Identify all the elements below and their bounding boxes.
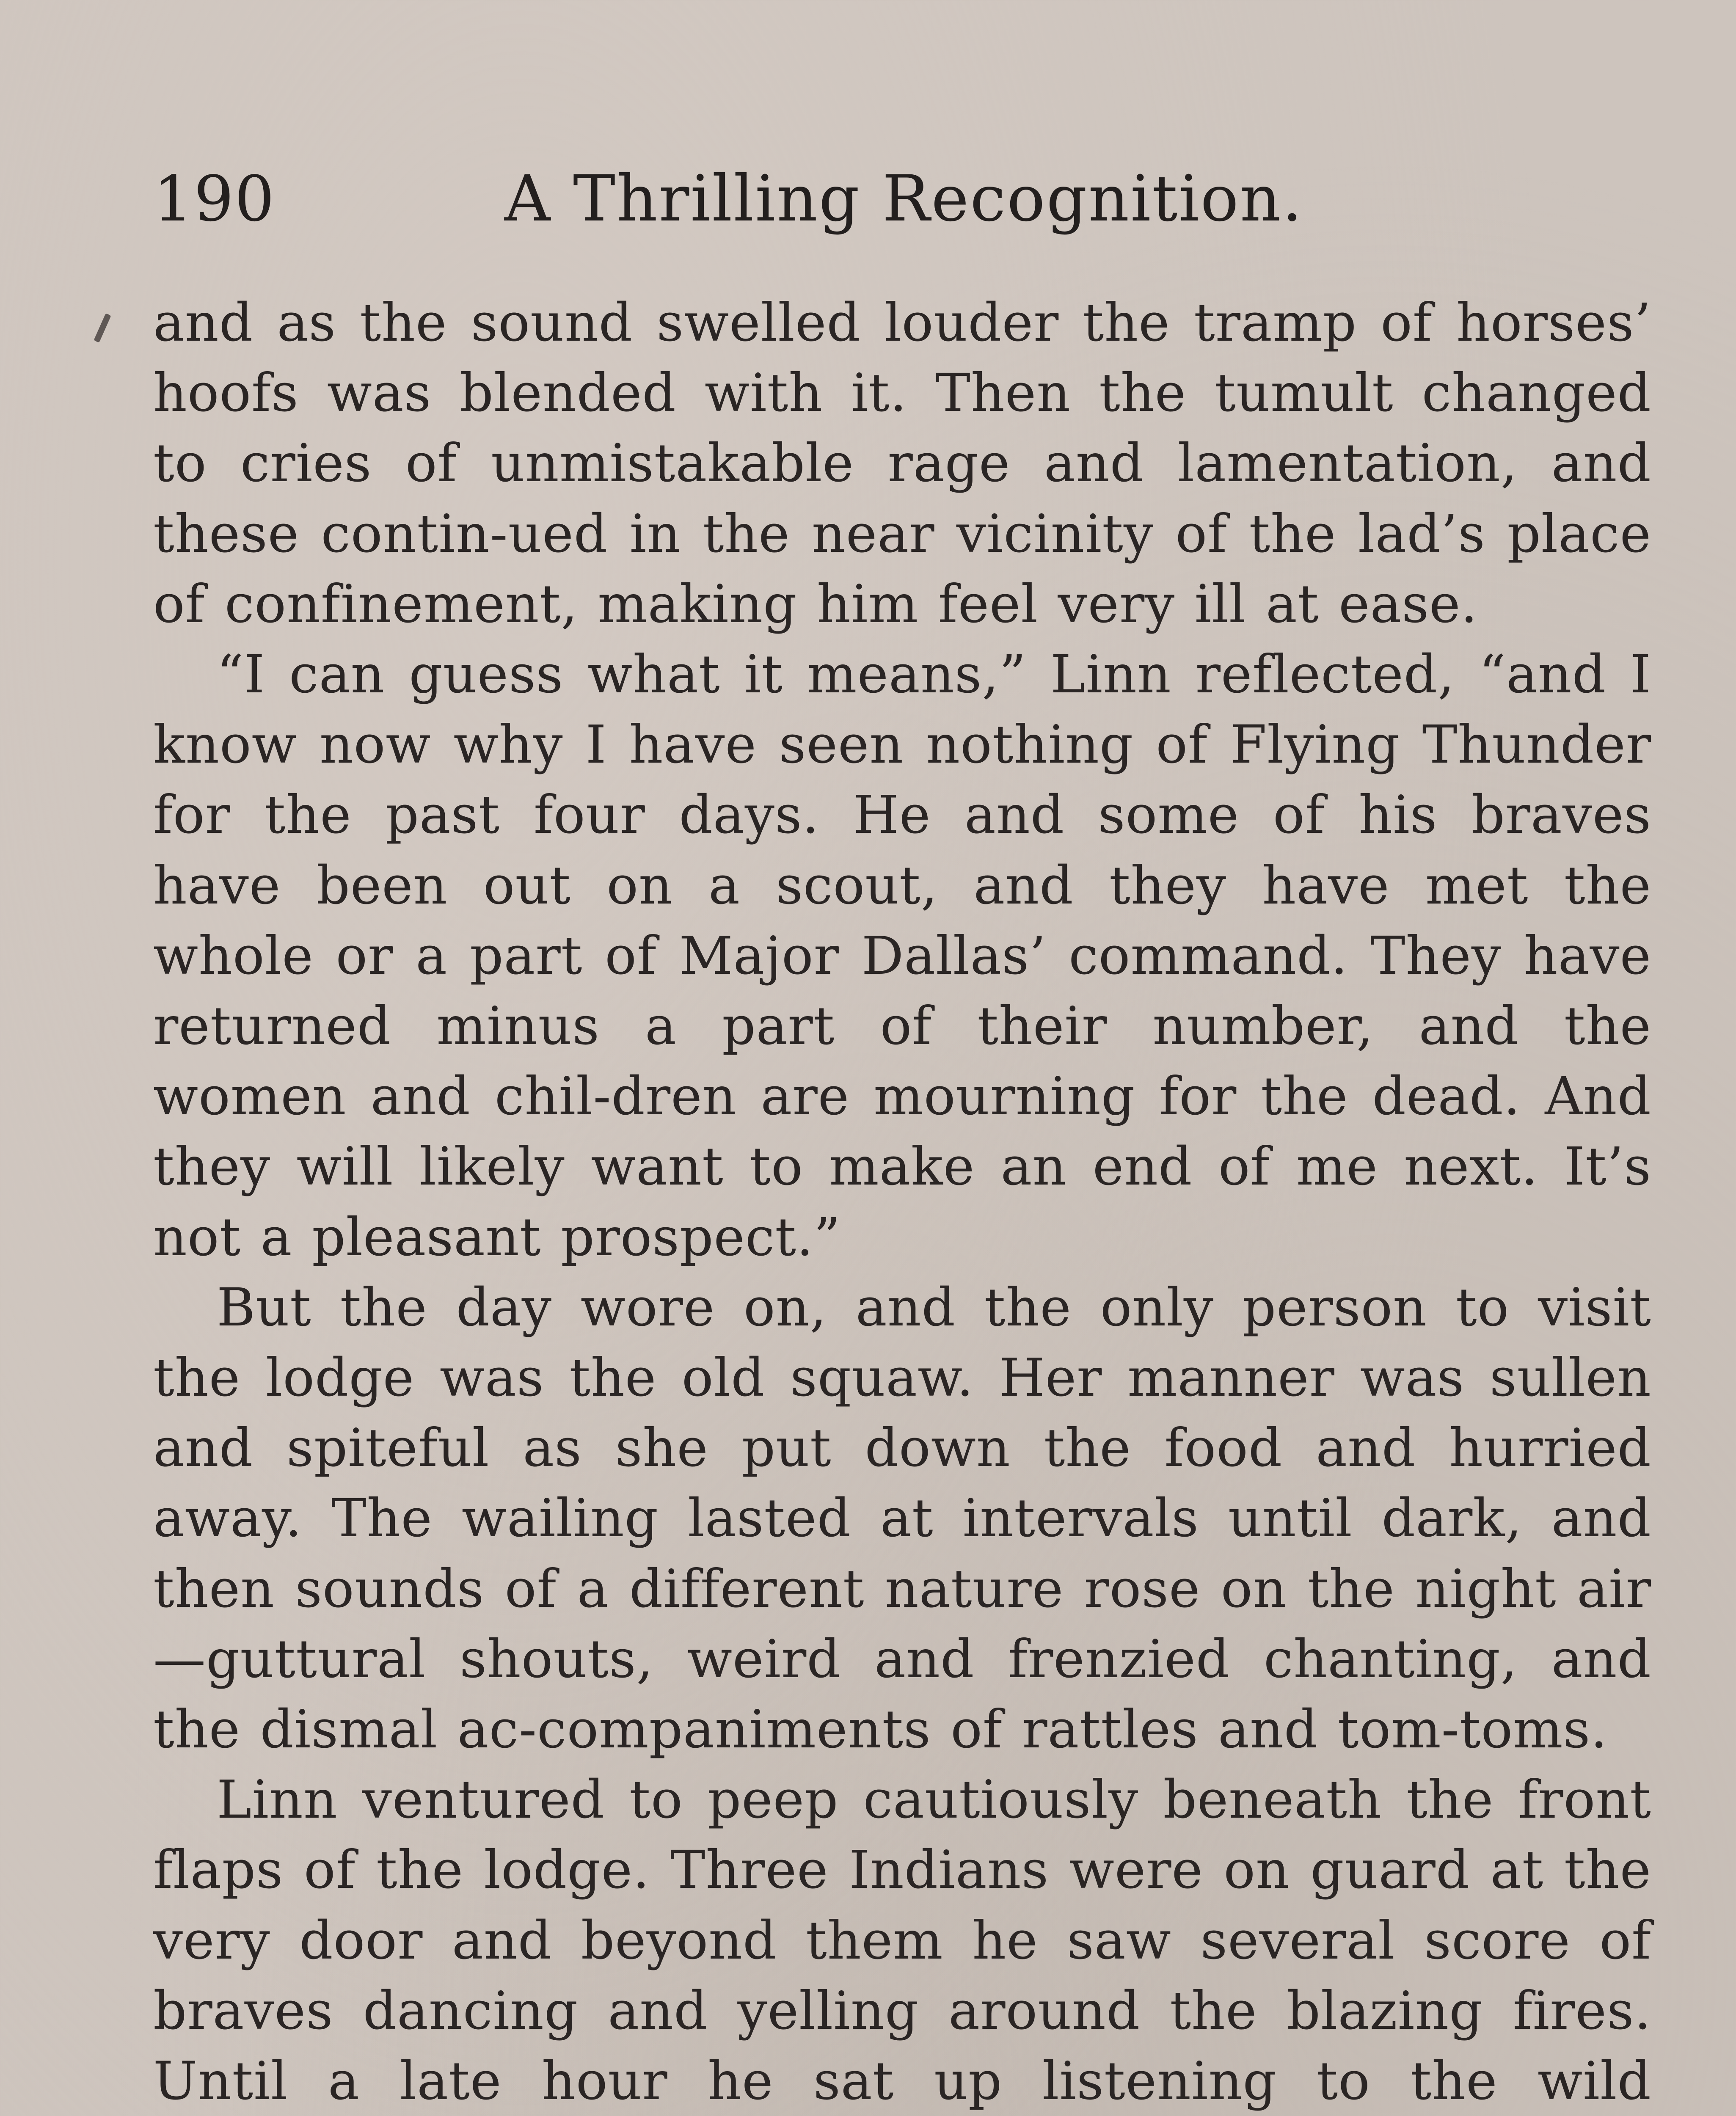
page-number: 190 — [153, 163, 276, 235]
paragraph: But the day wore on, and the only person to visit the lodge was the old squaw. Her manner was sullen and spiteful as she put down the food and hurried away. The wailing lasted at intervals until dark, and then sounds of a different nature rose on the night air—guttural shouts, weird and frenzied chanting, and the dismal ac-companiments of rattles and tom-toms. — [153, 1277, 1651, 1761]
margin-pencil-mark — [94, 313, 111, 343]
body-text — [153, 288, 1651, 2116]
paragraph: “I can guess what it means,” Linn reflected, “and I know now why I have seen nothing of Flying Thunder for the past four days. He and some of his braves have been out on a scout, and they have met the whole or a part of Major Dallas’ command. They have returned minus a part of their number, and the women and chil-dren are mourning for the dead. And they will likely want to make an end of me next. It’s not a pleasant prospect.” — [153, 644, 1651, 1268]
page-header — [153, 157, 1651, 241]
paragraph: and as the sound swelled louder the tramp of horses’ hoofs was blended with it. Then the tumult changed to cries of unmistakable rage and lamentation, and these contin-ued in the near vicinity of the lad’s place of confinement, making him feel very ill at ease. — [153, 292, 1651, 635]
paragraph: Linn ventured to peep cautiously beneath the front flaps of the lodge. Three Indians were on guard at the very door and beyond them he saw several score of braves dancing and yelling around the blazing fires. Until a late hour he sat up listening to the wild — [153, 1769, 1651, 2112]
running-title: A Thrilling Recognition. — [504, 162, 1304, 236]
